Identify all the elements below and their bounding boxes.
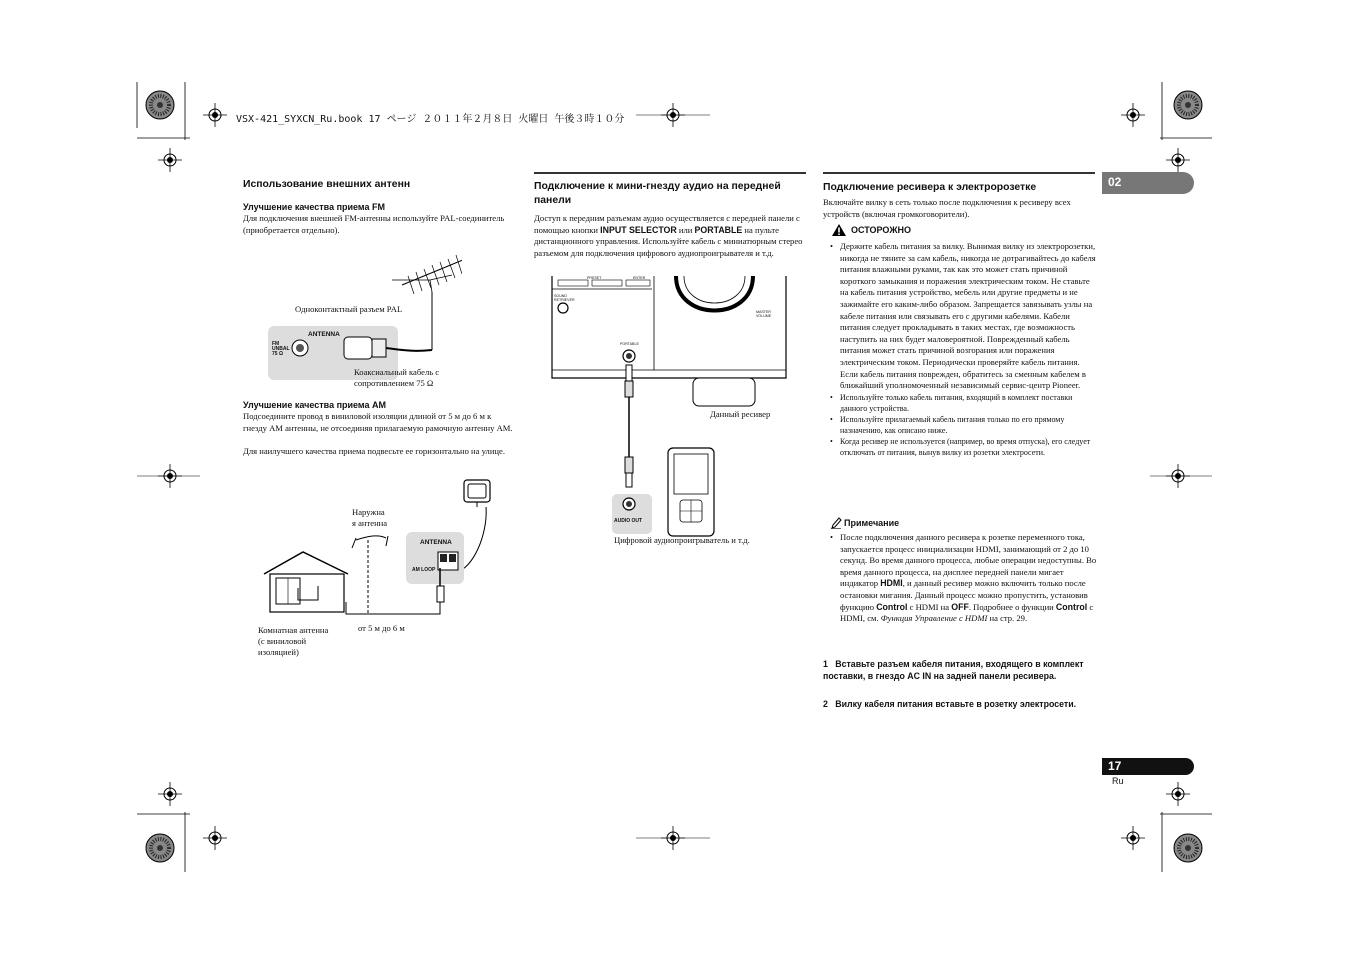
note-pencil-icon xyxy=(830,517,842,529)
caution-item: • Используйте прилагаемый кабель питания только по его прямому назначению, как описано ниже. xyxy=(828,414,1098,436)
indoor-antenna-label: Комнатная антенна (с виниловой изоляцией) xyxy=(258,625,329,657)
note-list xyxy=(828,532,1098,625)
am-text-2: Для наилучшего качества приема подвесьте ее горизонтально на улице. xyxy=(243,446,505,456)
col3-intro: Включайте вилку в сеть только после подключения к ресиверу всех устройств (включая громкоговорители). xyxy=(823,197,1071,219)
audio-out-label: AUDIO OUT xyxy=(614,518,643,524)
fm-antenna-label: ANTENNA xyxy=(308,331,340,338)
note-title: Примечание xyxy=(844,518,900,528)
col2-text: Доступ к передним разъемам аудио осуществляется с передней панели с помощью кнопки INPUT SELECTOR или PORTABLE на пульте дистанционного управления. Используйте кабель с миниатюрным стерео разъемом для подключения цифрового аудиопроигрывателя и т.д. xyxy=(534,213,803,258)
col2-title: Подключение к мини-гнезду аудио на передней панели xyxy=(534,181,781,206)
col1-title: Использование внешних антенн xyxy=(243,179,411,190)
caution-list xyxy=(828,241,1098,458)
page-lang: Ru xyxy=(1112,776,1124,786)
fm-heading: Улучшение качества приема FM xyxy=(243,202,385,212)
am-heading: Улучшение качества приема AM xyxy=(243,400,386,410)
fm-text: Для подключения внешней FM-антенны используйте PAL-соединитель (приобретается отдельно). xyxy=(243,213,505,235)
col3-top-rule xyxy=(823,172,1095,174)
portable-jack-label: PORTABLE xyxy=(620,342,639,346)
preset-label: PRESET xyxy=(587,276,602,280)
am-antenna-diagram xyxy=(258,474,518,634)
enter-label: ENTER xyxy=(633,276,646,280)
am-antenna-label: ANTENNA xyxy=(420,539,452,546)
caution-item: • Используйте только кабель питания, входящий в комплект поставки данного устройства. xyxy=(828,392,1098,414)
caution-title: ОСТОРОЖНО xyxy=(851,225,911,235)
sound-retriever-label: SOUND RETRIEVER xyxy=(554,294,575,302)
receiver-label: Данный ресивер xyxy=(710,409,771,419)
outdoor-antenna-label: Наружна я антенна xyxy=(352,507,388,528)
am-text-1: Подсоедините провод в виниловой изоляции длиной от 5 м до 6 м к гнезду AM антенны, не отсоединяя прилагаемую рамочную антенну AM. xyxy=(243,411,513,433)
step-1: 1 Вставьте разъем кабеля питания, входящего в комплект поставки, в гнездо AC IN на задней панели ресивера. xyxy=(823,659,1084,681)
note-item: • После подключения данного ресивера к розетке переменного тока, запускается процесс инициализации HDMI, занимающий от 2 до 10 секунд. Во время данного процесса, любые операции недоступны. Во время данного процесса, на дисплее передней панели мигает индикатор HDMI, и данный ресивер можно включить только после остановки мигания. Данный процесс можно пропустить, установив функцию Control с HDMI на OFF. Подробнее о функции Control с HDMI, см. Функция Управление с HDMI на стр. 29. xyxy=(828,532,1098,625)
distance-label: от 5 м до 6 м xyxy=(358,623,405,633)
master-volume-label: MASTER VOLUME xyxy=(756,310,772,318)
col3-title: Подключение ресивера к электророзетке xyxy=(823,182,1037,193)
book-header: VSX-421_SYXCN_Ru.book 17 ページ ２０１１年２月８日 火曜日 午後３時１０分 xyxy=(236,114,625,125)
chapter-tab: 02 xyxy=(1102,172,1194,194)
pal-label: Одноконтактный разъем PAL xyxy=(295,304,403,314)
front-panel-diagram xyxy=(548,272,788,542)
col2-top-rule xyxy=(534,172,806,174)
fm-label: FM UNBAL 75 Ω xyxy=(272,341,290,357)
caution-item: • Держите кабель питания за вилку. Вынимая вилку из электророзетки, никогда не тяните за сам кабель, никогда не дотрагивайтесь до кабеля питания влажными руками, так как это может стать причиной короткого замыкания и поражения электрическим током. Не ставьте на кабель питания устройство, мебель или другие предметы и не зажимайте его каким-либо образом. Запрещается завязывать узлы на кабеле питания или связывать его с другими кабелями. Кабели питания следует прокладывать в таких местах, где возможность наступить на них будет маловероятной. Поврежденный кабель питания может стать причиной возгорания или поражения электрическим током. Периодически проверяйте кабель питания. Если кабель питания поврежден, обратитесь за сменным кабелем в ближайший уполномоченный независимый сервис-центр Pioneer. xyxy=(828,241,1098,392)
coax-label: Коаксиальный кабель с сопротивлением 75 Ω xyxy=(354,367,440,388)
caution-item: • Когда ресивер не используется (например, во время отпуска), его следует отключать от питания, вынув вилку из розетки электросети. xyxy=(828,436,1098,458)
page-number-tab: 17 xyxy=(1102,758,1194,775)
player-label: Цифровой аудиопроигрыватель и т.д. xyxy=(614,535,750,545)
am-loop-label: AM LOOP xyxy=(412,567,436,573)
step-2: 2 Вилку кабеля питания вставьте в розетку электросети. xyxy=(823,699,1077,709)
warning-icon xyxy=(831,223,847,237)
